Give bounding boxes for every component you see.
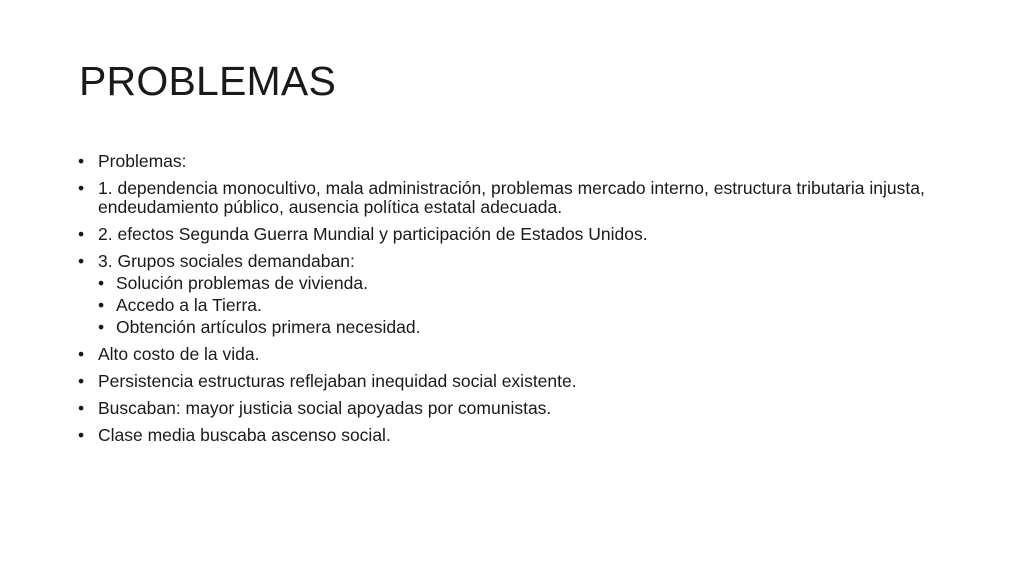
sub-bullet-text: Accedo a la Tierra.: [116, 295, 262, 315]
bullet-dot-icon: •: [78, 344, 85, 364]
bullet-dot-icon: •: [78, 398, 85, 418]
bullet-item: [78, 345, 938, 364]
bullet-text: Persistencia estructuras reflejaban inequidad social existente.: [98, 371, 577, 391]
bullet-item: [78, 225, 938, 244]
bullet-dot-icon: •: [78, 151, 85, 171]
bullet-item: [78, 399, 938, 418]
bullet-text: Buscaban: mayor justicia social apoyadas por comunistas.: [98, 398, 552, 418]
bullet-text: 1. dependencia monocultivo, mala administración, problemas mercado interno, estructura tributaria injusta, endeudamiento público, ausencia política estatal adecuada.: [98, 178, 925, 217]
bullet-dot-icon: •: [98, 317, 105, 337]
bullet-text: Clase media buscaba ascenso social.: [98, 425, 391, 445]
bullet-item: [78, 252, 938, 337]
bullet-text: 2. efectos Segunda Guerra Mundial y participación de Estados Unidos.: [98, 224, 648, 244]
bullet-text: Problemas:: [98, 151, 187, 171]
bullet-item: [78, 152, 938, 171]
sub-bullet-text: Solución problemas de vivienda.: [116, 273, 368, 293]
bullet-dot-icon: •: [78, 224, 85, 244]
bullet-dot-icon: •: [78, 251, 85, 271]
bullet-dot-icon: •: [78, 425, 85, 445]
bullet-dot-icon: •: [78, 178, 85, 198]
bullet-dot-icon: •: [98, 273, 105, 293]
sub-bullet-text: Obtención artículos primera necesidad.: [116, 317, 421, 337]
sub-bullet-item: [98, 296, 938, 315]
bullet-item: [78, 179, 938, 217]
sub-bullet-item: [98, 318, 938, 337]
bullet-dot-icon: •: [78, 371, 85, 391]
bullet-text: 3. Grupos sociales demandaban:: [98, 251, 355, 271]
bullet-dot-icon: •: [98, 295, 105, 315]
bullet-text: Alto costo de la vida.: [98, 344, 260, 364]
bullet-item: [78, 372, 938, 391]
bullet-list: [78, 152, 938, 453]
sub-bullet-item: [98, 274, 938, 293]
slide-title: PROBLEMAS: [79, 58, 336, 104]
sub-bullet-list: [98, 274, 938, 337]
bullet-item: [78, 426, 938, 445]
